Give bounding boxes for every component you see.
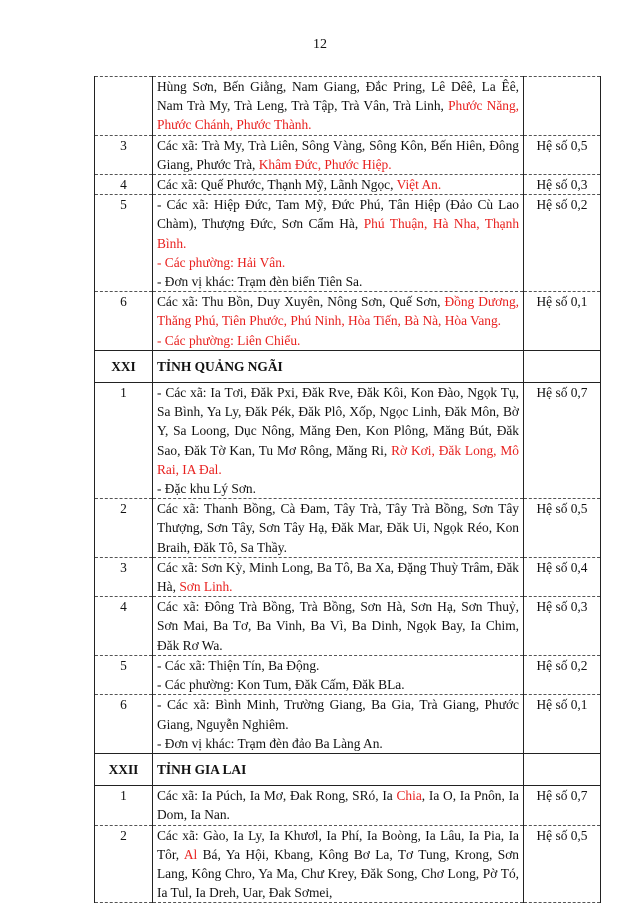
row-number-cell: 4 xyxy=(95,597,153,656)
table-row xyxy=(95,825,601,903)
coefficient-cell: Hệ số 0,2 xyxy=(524,195,601,292)
table-body xyxy=(95,77,601,903)
coefficient-cell: Hệ số 0,3 xyxy=(524,597,601,656)
coefficient-cell: Hệ số 0,7 xyxy=(524,786,601,825)
highlighted-text: - Các phường: Liên Chiểu. xyxy=(157,332,301,348)
text-segment: TỈNH GIA LAI xyxy=(157,761,247,777)
area-line xyxy=(157,826,519,903)
text-segment: Các xã: Sơn Kỳ, Minh Long, Ba Tô, Ba Xa, Đặng Thuỳ Trâm, Đăk Hà, xyxy=(157,559,519,595)
coefficient-cell xyxy=(524,77,601,136)
text-segment: Hùng Sơn, Bến Giằng, Nam Giang, Đắc Pring, Lê Dêê, La Êê, Nam Trà My, Trà Leng, Trà Tập, Trà Vân, Trà Linh, xyxy=(157,79,519,114)
row-number-cell: 3 xyxy=(95,557,153,596)
coefficient-cell: Hệ số 0,3 xyxy=(524,175,601,195)
table-row xyxy=(95,695,601,754)
text-segment: - Các xã: Ia Tơi, Đăk Pxi, Đăk Rve, Đăk Kôi, Kon Đào, Ngọk Tụ, Sa Bình, Ya Ly, Đăk Pék, Đăk Plô, Xốp, Ngọc Linh, Đăk Môn, Bờ Y, Sa Loong, Dục Nông, Măng Đen, Kon Plông, Măng Bút, Đăk Sao, Đăk Tờ Kan, Tu Mơ Rông, Măng Ri, xyxy=(157,385,519,458)
coefficient-cell: Hệ số 0,5 xyxy=(524,499,601,558)
areas-cell xyxy=(153,695,524,754)
highlighted-text: Đồng Dương, Thăng Phú, Tiên Phước, Phú Ninh, Hòa Tiến, Bà Nà, Hòa Vang. xyxy=(157,294,520,329)
table-row xyxy=(95,383,601,499)
row-number-cell: 2 xyxy=(95,825,153,903)
areas-cell xyxy=(153,135,524,174)
area-line xyxy=(157,253,519,272)
page-number: 12 xyxy=(313,37,327,52)
table-row xyxy=(95,135,601,174)
text-segment: Các xã: Quế Phước, Thạnh Mỹ, Lãnh Ngọc, xyxy=(157,177,397,193)
text-segment: TỈNH QUẢNG NGÃI xyxy=(157,358,283,374)
area-line xyxy=(157,760,519,779)
table-row xyxy=(95,597,601,656)
row-number-cell: 6 xyxy=(95,695,153,754)
areas-cell xyxy=(153,77,524,136)
row-number-cell: XXI xyxy=(95,350,153,382)
row-number-cell: 5 xyxy=(95,655,153,694)
coefficient-cell: Hệ số 0,4 xyxy=(524,557,601,596)
highlighted-text: Rờ Kơi, Đăk Long, Mô Rai, IA Đal. xyxy=(157,442,519,477)
row-number-cell: 1 xyxy=(95,383,153,499)
area-line xyxy=(157,558,519,596)
text-segment: Các xã: Trà My, Trà Liên, Sông Vàng, Sông Kôn, Bến Hiên, Đông Giang, Phước Trà, xyxy=(157,137,519,172)
row-number-cell: 5 xyxy=(95,195,153,292)
area-line xyxy=(157,656,519,675)
highlighted-text: Khâm Đức, Phước Hiệp. xyxy=(258,156,392,172)
coefficient-cell: Hệ số 0,2 xyxy=(524,655,601,694)
area-line xyxy=(157,77,519,135)
areas-cell xyxy=(153,195,524,292)
area-line xyxy=(157,597,519,655)
row-number-cell: 6 xyxy=(95,292,153,351)
highlighted-text: Chia xyxy=(396,788,422,804)
table-row xyxy=(95,292,601,351)
text-segment: Bá, Ya Hội, Kbang, Kông Bơ La, Tơ Tung, Krong, Sơn Lang, Kông Chro, Ya Ma, Chư Krey, Đăk Song, Chơ Long, Pờ Tó, Ia Tul, Ia Dreh, Uar, Đak Sơmei, xyxy=(157,846,519,901)
text-segment: Các xã: Thu Bồn, Duy Xuyên, Nông Sơn, Quế Sơn, xyxy=(157,294,445,310)
text-segment: - Đơn vị khác: Trạm đèn biển Tiên Sa. xyxy=(157,274,363,290)
coefficient-cell: Hệ số 0,5 xyxy=(524,825,601,903)
table-row xyxy=(95,557,601,596)
text-segment: , Ia O, Ia Pnôn, Ia Dom, Ia Nan. xyxy=(157,788,519,823)
row-number-cell: 4 xyxy=(95,175,153,195)
area-line xyxy=(157,786,519,824)
table-row xyxy=(95,195,601,292)
areas-cell xyxy=(153,597,524,656)
table-row xyxy=(95,499,601,558)
coefficient-cell: Hệ số 0,7 xyxy=(524,383,601,499)
section-title-cell xyxy=(153,350,524,382)
text-segment: - Các xã: Bình Minh, Trường Giang, Ba Gia, Trà Giang, Phước Giang, Nguyễn Nghiêm. xyxy=(157,697,519,732)
highlighted-text: Việt An. xyxy=(396,177,442,193)
areas-cell xyxy=(153,292,524,351)
row-number-cell: 1 xyxy=(95,786,153,825)
area-line xyxy=(157,272,519,291)
highlighted-text: Sơn Linh. xyxy=(179,579,233,595)
table-row xyxy=(95,77,601,136)
area-line xyxy=(157,734,519,753)
text-segment: - Các xã: Hiệp Đức, Tam Mỹ, Đức Phú, Tân Hiệp (Đảo Cù Lao Chàm), Thượng Đức, Sơn Cẩm Hà, xyxy=(157,197,519,232)
text-segment: Các xã: Gào, Ia Ly, Ia Khươl, Ia Phí, Ia Boòng, Ia Lâu, Ia Pia, Ia Tôr, xyxy=(157,827,519,862)
area-line xyxy=(157,383,519,479)
text-segment: - Đặc khu Lý Sơn. xyxy=(157,481,256,497)
areas-cell xyxy=(153,557,524,596)
row-number-cell: 2 xyxy=(95,499,153,558)
area-line xyxy=(157,357,519,376)
text-segment: Các xã: Đông Trà Bồng, Trà Bồng, Sơn Hà, Sơn Hạ, Sơn Thuỷ, Sơn Mai, Ba Tơ, Ba Vinh, Ba Vì, Ba Dinh, Ngọk Bay, Ia Chim, Đăk Rơ Wa. xyxy=(157,599,519,653)
highlighted-text: Al xyxy=(183,846,198,862)
table-row xyxy=(95,655,601,694)
areas-cell xyxy=(153,499,524,558)
area-line xyxy=(157,479,519,498)
row-number-cell: 3 xyxy=(95,135,153,174)
area-line xyxy=(157,195,519,253)
row-number-cell: XXII xyxy=(95,753,153,785)
table-row xyxy=(95,175,601,195)
table-row xyxy=(95,786,601,825)
coefficient-cell: Hệ số 0,1 xyxy=(524,292,601,351)
section-header-row xyxy=(95,350,601,382)
coefficient-cell: Hệ số 0,1 xyxy=(524,695,601,754)
areas-cell xyxy=(153,383,524,499)
areas-cell xyxy=(153,825,524,903)
area-line xyxy=(157,175,519,194)
coefficient-table xyxy=(94,76,601,903)
areas-cell xyxy=(153,655,524,694)
coefficient-cell xyxy=(524,753,601,785)
section-title-cell xyxy=(153,753,524,785)
text-segment: - Các phường: Kon Tum, Đăk Cấm, Đăk BLa. xyxy=(157,677,405,693)
text-segment: - Các xã: Thiện Tín, Ba Động. xyxy=(157,657,320,673)
coefficient-cell: Hệ số 0,5 xyxy=(524,135,601,174)
area-line xyxy=(157,136,519,174)
area-line xyxy=(157,292,519,330)
area-line xyxy=(157,331,519,350)
highlighted-text: Phước Năng, Phước Chánh, Phước Thành. xyxy=(157,98,519,133)
text-segment: Các xã: Ia Púch, Ia Mơ, Đak Rong, SRó, Ia xyxy=(157,788,397,804)
highlighted-text: Phú Thuận, Hà Nha, Thạnh Bình. xyxy=(157,216,520,251)
area-line xyxy=(157,695,519,733)
areas-cell xyxy=(153,786,524,825)
text-segment: - Đơn vị khác: Trạm đèn đảo Ba Làng An. xyxy=(157,735,383,751)
coefficient-cell xyxy=(524,350,601,382)
highlighted-text: - Các phường: Hải Vân. xyxy=(157,254,286,270)
area-line xyxy=(157,675,519,694)
section-header-row xyxy=(95,753,601,785)
areas-cell xyxy=(153,175,524,195)
text-segment: Các xã: Thanh Bồng, Cà Đam, Tây Trà, Tây Trà Bồng, Sơn Tây Thượng, Sơn Tây, Sơn Tây Hạ, Đăk Mar, Đăk Ui, Ngọk Réo, Kon Braih, Đăk Tô, Sa Thầy. xyxy=(157,501,519,555)
row-number-cell xyxy=(95,77,153,136)
area-line xyxy=(157,499,519,557)
